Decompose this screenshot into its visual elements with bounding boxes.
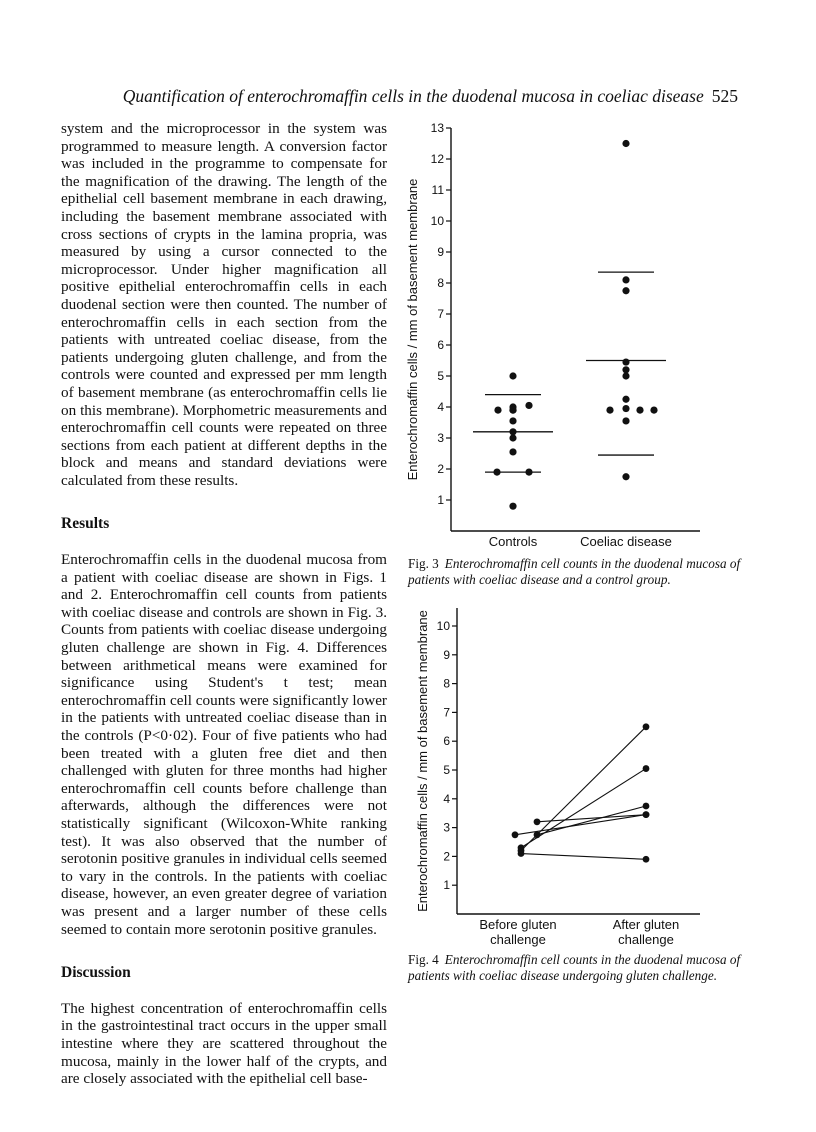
running-title: Quantification of enterochromaffin cells in the duodenal mucosa in coeliac disease	[122, 86, 704, 106]
fig3-data-point	[622, 473, 629, 480]
fig4-y-tick-label: 9	[443, 647, 450, 662]
fig3-data-point	[622, 372, 629, 379]
fig4-before-point	[518, 850, 525, 857]
fig4-series-line	[521, 769, 646, 848]
fig3-caption-label: Fig. 3	[408, 556, 439, 571]
results-paragraph: Enterochromaffin cells in the duodenal mucosa from a patient with coeliac disease are shown in Figs. 1 and 2. Enterochromaffin cell counts from patients with coeliac disease and controls are shown in Fig. 3. Counts from patients with coeliac disease undergoing gluten challenge are shown in Fig. 4. Differences between arithmetical means were examined for significance using Student's t test; mean enterochromaffin cell counts were significantly lower in the patients with untreated coeliac disease than in the controls (P<0·02). Four of five patients who had been treated with a gluten free diet and then challenged with gluten for three months had higher enterochromaffin cell counts before challenge than afterwards, although the differences were not statistically significant (Wilcoxon-White ranking test). It was also observed that the number of serotonin positive granules in individual cells seemed to vary in the controls. In the patients with coeliac disease, however, an even greater degree of variation was present and a larger number of these cells seemed to contain more serotonin positive granules.	[61, 551, 387, 938]
fig3-y-tick-label: 12	[430, 152, 444, 166]
results-heading: Results	[61, 515, 110, 533]
fig3-data-point	[525, 469, 532, 476]
fig4-y-tick-label: 7	[443, 705, 450, 720]
fig3-data-point	[606, 407, 613, 414]
fig4-caption	[408, 952, 748, 984]
fig4-y-tick-label: 6	[443, 734, 450, 749]
discussion-paragraph: The highest concentration of enterochromaffin cells in the gastrointestinal tract occurs in the upper small intestine where they are scattered throughout the mucosa, mainly in the lower half of the crypts, and are closely associated with the epithelial cell base-	[61, 999, 387, 1088]
fig3-data-point	[509, 428, 516, 435]
fig4-x-category-label	[479, 917, 556, 947]
fig3-y-tick-label: 9	[437, 245, 444, 259]
fig3-y-tick-label: 10	[430, 214, 444, 228]
fig4-before-point	[512, 831, 519, 838]
fig4-y-tick-label: 8	[443, 676, 450, 691]
fig4-y-tick-label: 1	[443, 878, 450, 893]
fig4-y-tick-label: 5	[443, 763, 450, 777]
fig4-before-point	[534, 818, 541, 825]
fig4-line-chart	[400, 600, 730, 952]
fig4-caption-text: Enterochromaffin cell counts in the duodenal mucosa of patients with coeliac disease undergoing gluten challenge.	[408, 952, 741, 983]
fig4-x-category-line: After gluten	[612, 917, 680, 932]
fig3-data-point	[494, 407, 501, 414]
fig4-x-category-line: challenge	[618, 932, 674, 947]
fig3-data-point	[509, 407, 516, 414]
fig3-data-point	[622, 417, 629, 424]
fig3-data-point	[509, 417, 516, 424]
fig3-scatter-chart	[400, 118, 730, 550]
fig4-y-axis-label: Enterochromaffin cells / mm of basement membrane	[415, 610, 430, 912]
fig4-series-line	[515, 815, 646, 835]
fig4-after-point	[643, 803, 650, 810]
fig4-y-tick-label: 3	[443, 820, 450, 835]
fig4-x-category-line: Before gluten	[479, 917, 557, 932]
left-column	[61, 120, 387, 1088]
fig3-data-point	[636, 407, 643, 414]
fig3-y-tick-label: 7	[437, 307, 444, 321]
fig3-y-tick-label: 6	[437, 338, 444, 352]
fig3-data-point	[622, 396, 629, 403]
fig3-caption-text: Enterochromaffin cell counts in the duodenal mucosa of patients with coeliac disease and a control group.	[408, 556, 741, 587]
fig3-data-point	[622, 358, 629, 365]
running-header	[60, 86, 738, 107]
fig3-y-tick-label: 2	[437, 462, 444, 476]
fig3-data-point	[622, 276, 629, 283]
fig3-x-category-label: Controls	[488, 534, 538, 549]
fig3-data-point	[525, 402, 532, 409]
fig3-y-tick-label: 13	[430, 121, 444, 135]
fig3-data-point	[509, 434, 516, 441]
fig3-caption	[408, 556, 748, 588]
fig3-data-point	[622, 140, 629, 147]
fig4-after-point	[643, 723, 650, 730]
fig3-data-point	[493, 469, 500, 476]
fig4-after-point	[643, 765, 650, 772]
fig3-y-tick-label: 11	[431, 183, 444, 197]
fig4-x-category-label	[613, 917, 680, 947]
fig3-y-tick-label: 5	[437, 369, 444, 383]
discussion-heading: Discussion	[61, 964, 131, 982]
fig3-y-tick-label: 1	[437, 493, 444, 507]
fig4-caption-label: Fig. 4	[408, 952, 439, 967]
fig4-y-tick-label: 2	[443, 849, 450, 864]
fig3-data-point	[622, 405, 629, 412]
fig3-data-point	[509, 448, 516, 455]
fig3-y-tick-label: 3	[437, 431, 444, 445]
page-number: 525	[711, 86, 738, 106]
fig3-data-point	[622, 366, 629, 373]
fig3-data-point	[650, 407, 657, 414]
fig4-x-category-line: challenge	[490, 932, 546, 947]
fig3-y-axis-label: Enterochromaffin cells / mm of basement membrane	[405, 178, 420, 481]
fig3-data-point	[622, 287, 629, 294]
fig3-y-tick-label: 8	[437, 276, 444, 290]
fig4-after-point	[643, 811, 650, 818]
fig4-y-tick-label: 10	[436, 619, 450, 633]
fig3-x-category-label: Coeliac disease	[580, 534, 672, 549]
methods-paragraph: system and the microprocessor in the system was programmed to measure length. A conversion factor was included in the programme to compensate for the magnification of the drawing. The length of the epithelial cell basement membrane in each drawing, including the basement membrane associated with cross sections of crypts in the lamina propria, was measured by using a cursor connected to the microprocessor. Under higher magnification all positive epithelial enterochromaffin cells in each duodenal section were then counted. The number of enterochromaffin cells in each section from the patients with untreated coeliac disease, from the patients undergoing gluten challenge, and from the controls were counted and expressed per mm length of basement membrane (as enterochromaffin cells lie on this membrane). Morphometric measurements and enterochromaffin cell counts were repeated on three sections from each patient at different depths in the block and means and standard deviations were calculated from these results.	[61, 120, 387, 489]
fig4-y-tick-label: 4	[443, 791, 450, 806]
fig4-after-point	[643, 856, 650, 863]
fig4-series-line	[521, 727, 646, 851]
fig3-data-point	[509, 503, 516, 510]
fig3-data-point	[509, 372, 516, 379]
fig4-series-line	[521, 854, 646, 860]
fig3-y-tick-label: 4	[437, 400, 444, 414]
